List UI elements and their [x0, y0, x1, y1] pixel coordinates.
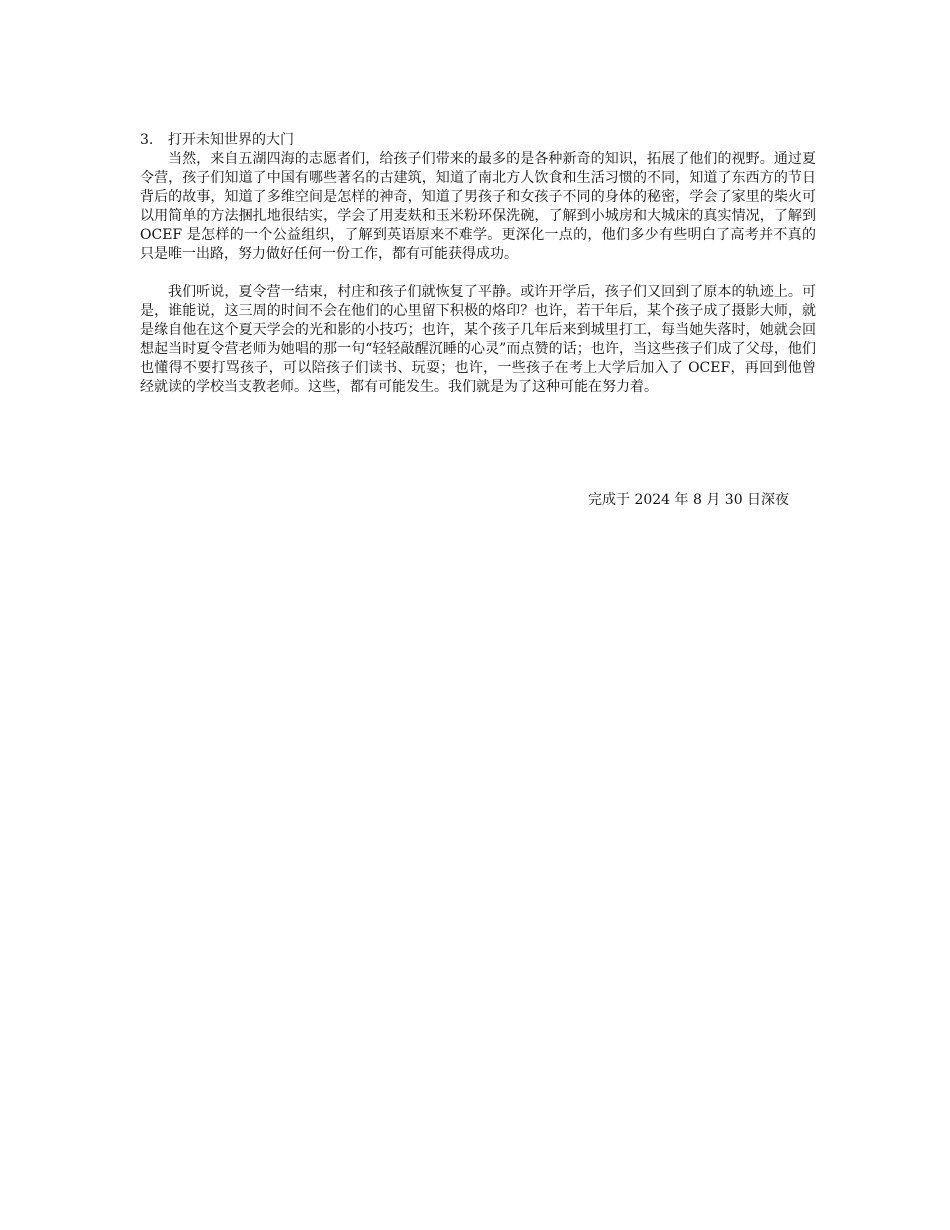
document-body: [140, 131, 816, 397]
section-title: 打开未知世界的大门: [168, 132, 294, 148]
paragraph-spacer: [140, 264, 816, 283]
paragraph-aftermath: 我们听说，夏令营一结束，村庄和孩子们就恢复了平静。或许开学后，孩子们又回到了原本的轨迹上。可是，谁能说，这三周的时间不会在他们的心里留下积极的烙印？也许，若干年后，某个孩子成了摄影大师，就是缘自他在这个夏天学会的光和影的小技巧；也许，某个孩子几年后来到城里打工，每当她失落时，她就会回想起当时夏令营老师为她唱的那一句“轻轻敲醒沉睡的心灵”而点赞的话；也许，当这些孩子们成了父母，他们也懂得不要打骂孩子，可以陪孩子们读书、玩耍；也许，一些孩子在考上大学后加入了 OCEF，再回到他曾经就读的学校当支教老师。这些，都有可能发生。我们就是为了这种可能在努力着。: [140, 284, 816, 395]
paragraph-knowledge: 当然，来自五湖四海的志愿者们，给孩子们带来的最多的是各种新奇的知识，拓展了他们的视野。通过夏令营，孩子们知道了中国有哪些著名的古建筑，知道了南北方人饮食和生活习惯的不同，知道了东西方的节日背后的故事，知道了多维空间是怎样的神奇，知道了男孩子和女孩子不同的身体的秘密，学会了家里的柴火可以用简单的方法捆扎地很结实，学会了用麦麸和玉米粉环保洗碗，了解到小城房和大城床的真实情况，了解到 OCEF 是怎样的一个公益组织，了解到英语原来不难学。更深化一点的，他们多少有些明白了高考并不真的只是唯一出路，努力做好任何一份工作，都有可能获得成功。: [140, 151, 816, 262]
section-heading: [140, 131, 816, 150]
section-number: 3.: [140, 132, 154, 148]
completion-date: 完成于 2024 年 8 月 30 日深夜: [588, 492, 790, 508]
